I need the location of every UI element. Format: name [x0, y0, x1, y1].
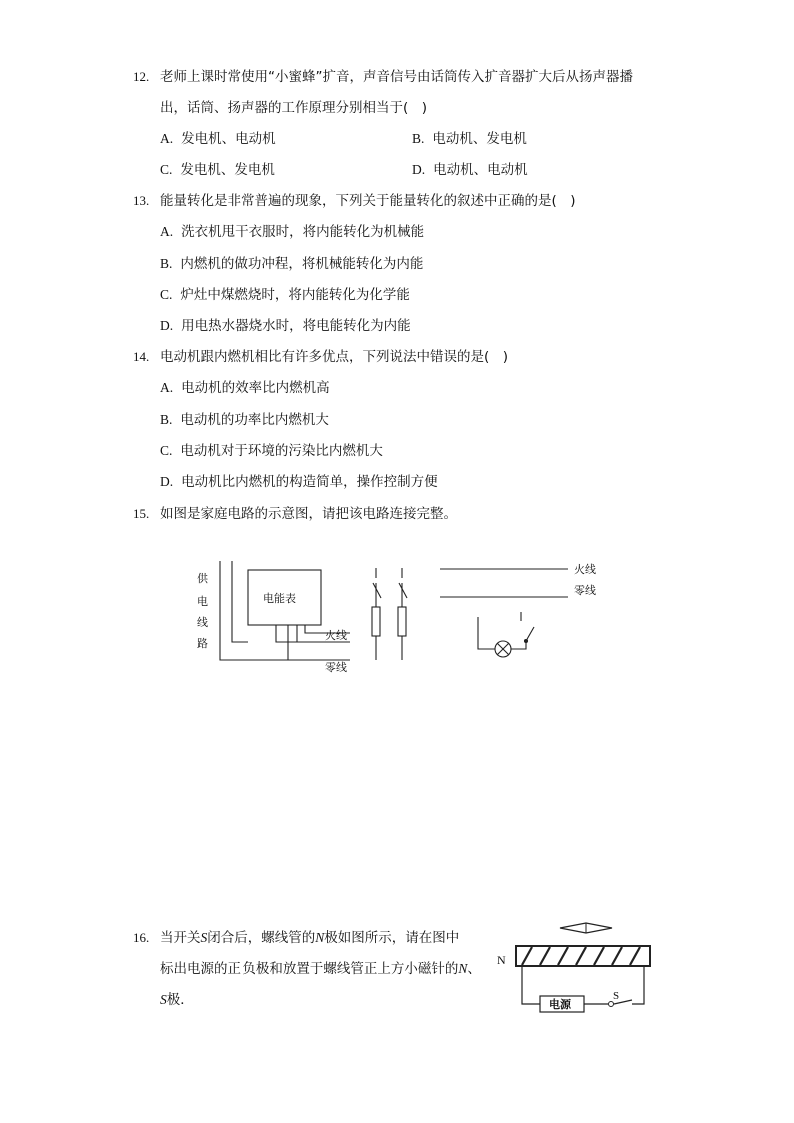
option-a: A. 洗衣机甩干衣服时，将内能转化为机械能: [160, 224, 425, 240]
solenoid-figure: [492, 918, 664, 1016]
question-number: 13.: [133, 193, 150, 208]
option-c: C. 电动机对于环境的污染比内燃机大: [160, 443, 383, 459]
question-text: 老师上课时常使用“小蜜蜂”扩音，声音信号由话筒传入扩音器扩大后从扬声器播: [160, 69, 633, 85]
option-d: D. 电动机比内燃机的构造简单，操作控制方便: [160, 474, 438, 490]
question-number: 14.: [133, 349, 150, 364]
neutral-label: 零线: [325, 661, 347, 674]
question-text: S极．: [160, 992, 194, 1008]
neutral-label-right: 零线: [574, 584, 596, 597]
question-text: 当开关S闭合后，螺线管的N极如图所示，请在图中: [160, 930, 460, 946]
option-d: D. 电动机、电动机: [412, 162, 528, 178]
option-a: A. 电动机的效率比内燃机高: [160, 380, 330, 396]
switch-label: S: [613, 990, 620, 1002]
supply-label-1: 供: [197, 572, 208, 585]
option-b: B. 电动机、发电机: [412, 131, 527, 147]
power-source-label: 电源: [549, 998, 571, 1011]
household-circuit-figure: [190, 555, 610, 680]
option-a: A. 发电机、电动机: [160, 131, 276, 147]
question-text: 出，话筒、扬声器的工作原理分别相当于( ): [160, 100, 428, 116]
option-c: C. 发电机、发电机: [160, 162, 275, 178]
live-label-right: 火线: [574, 563, 596, 576]
option-c: C. 炉灶中煤燃烧时，将内能转化为化学能: [160, 287, 410, 303]
question-text: 标出电源的正 负极和放置于螺线管正上方小磁针的N、: [160, 961, 481, 977]
question-number: 15.: [133, 506, 150, 521]
supply-label-4: 路: [197, 637, 208, 650]
question-text: 如图是家庭电路的示意图，请把该电路连接完整。: [160, 506, 457, 522]
option-b: B. 电动机的功率比内燃机大: [160, 412, 329, 428]
option-b: B. 内燃机的做功冲程，将机械能转化为内能: [160, 256, 424, 272]
north-pole-label: N: [497, 953, 506, 967]
live-label: 火线: [325, 629, 347, 642]
question-number: 16.: [133, 930, 150, 945]
supply-label-3: 线: [197, 616, 208, 629]
question-number: 12.: [133, 69, 150, 84]
meter-label: 电能表: [263, 592, 296, 605]
supply-label-2: 电: [197, 595, 208, 608]
question-text: 电动机跟内燃机相比有许多优点，下列说法中错误的是( ): [160, 349, 509, 365]
option-d: D. 用电热水器烧水时，将电能转化为内能: [160, 318, 411, 334]
question-text: 能量转化是非常普遍的现象，下列关于能量转化的叙述中正确的是( ): [160, 193, 576, 209]
